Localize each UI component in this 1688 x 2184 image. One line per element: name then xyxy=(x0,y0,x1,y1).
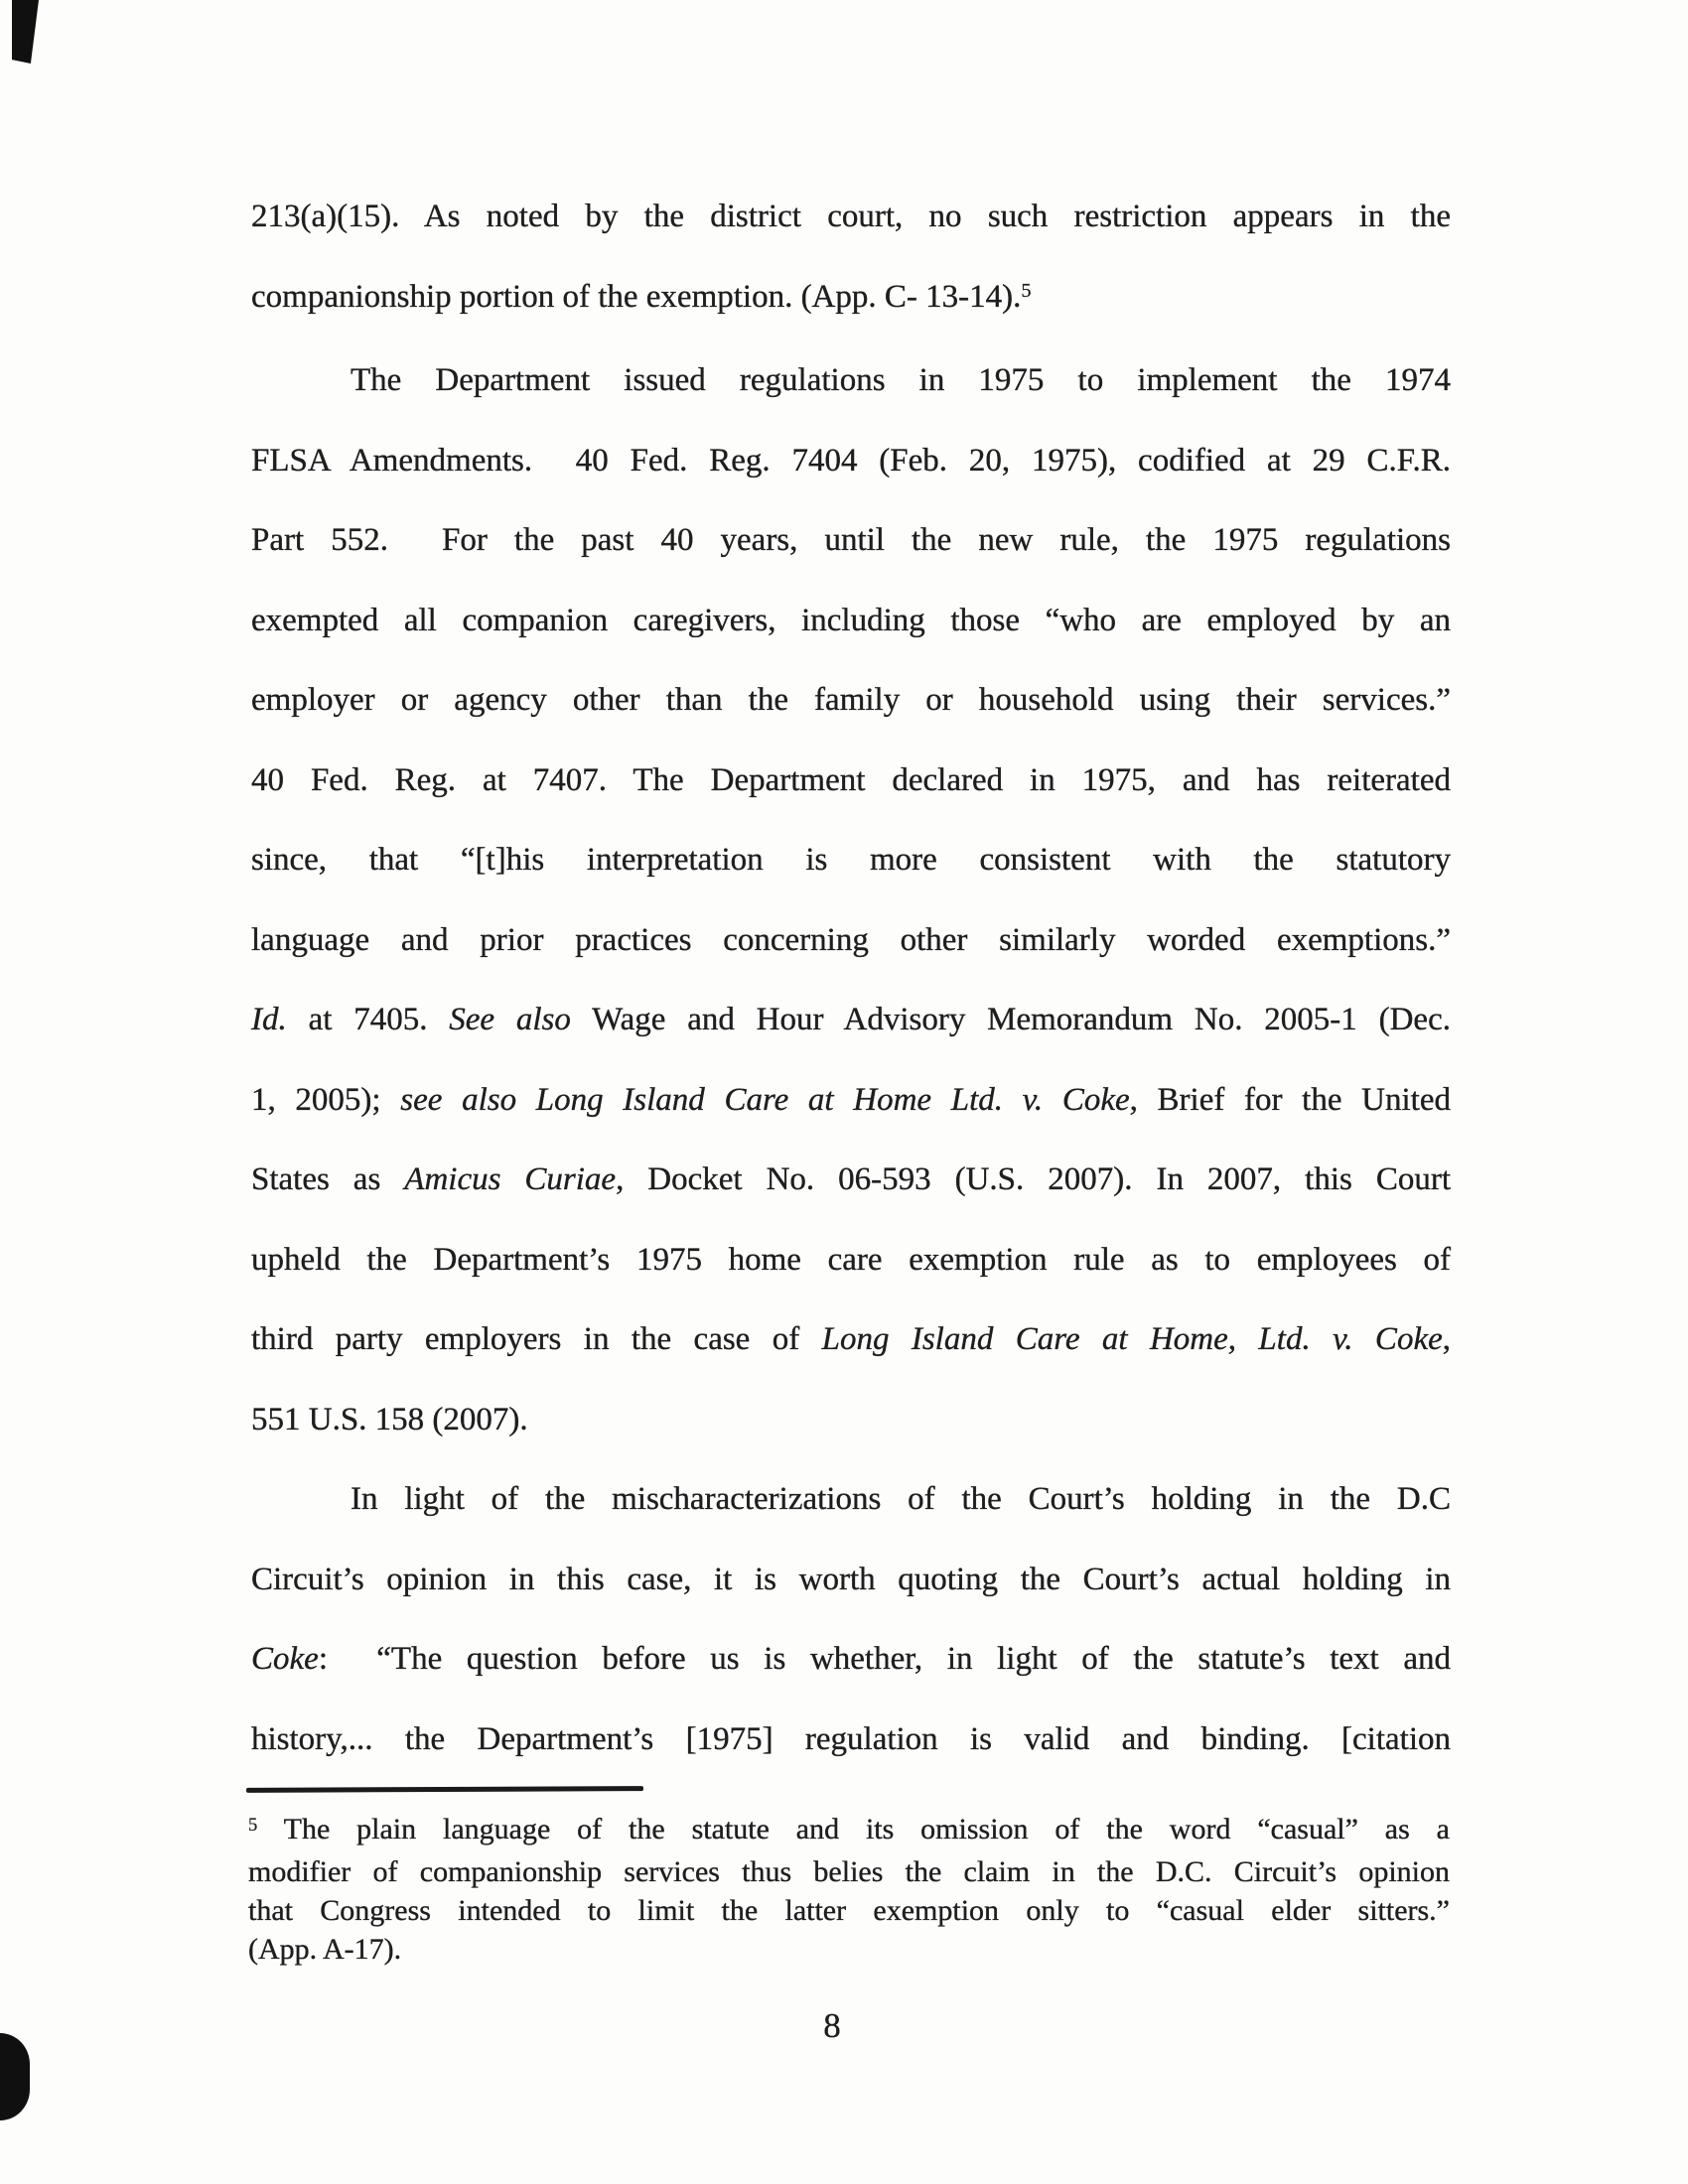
body-line: 551 U.S. 158 (2007). xyxy=(251,1401,528,1437)
scan-mark-bottom-left xyxy=(0,2033,30,2120)
scan-mark-top-left xyxy=(12,0,39,64)
body-line: since, that “[t]his interpretation is more consistent with the statutory xyxy=(251,842,1451,878)
footnote xyxy=(248,1810,1450,1969)
body-line: The Department issued regulations in 1975 to implement the 1974 xyxy=(351,362,1451,398)
body-line: 213(a)(15). As noted by the district court, no such restriction appears in the xyxy=(251,199,1451,234)
footnote-line: modifier of companionship services thus belies the claim in the D.C. Circuit’s opinion xyxy=(248,1855,1450,1888)
body-line: companionship portion of the exemption. (App. C- 13-14).$^5$ xyxy=(251,278,1032,315)
body-line: 1, 2005); see also Long Island Care at Home Ltd. v. Coke, Brief for the United xyxy=(251,1081,1451,1118)
page-number: 8 xyxy=(823,2006,841,2045)
body-line: third party employers in the case of Long Island Care at Home, Ltd. v. Coke, xyxy=(251,1321,1451,1357)
body-text xyxy=(251,177,1451,1779)
footnote-line: $^5$ The plain language of the statute and its omission of the word “casual” as a xyxy=(248,1813,1450,1845)
body-line: employer or agency other than the family or household using their services.” xyxy=(251,682,1451,718)
footnote-line: (App. A-17). xyxy=(248,1933,402,1966)
body-line: upheld the Department’s 1975 home care exemption rule as to employees of xyxy=(251,1241,1451,1278)
body-line: Id. at 7405. See also Wage and Hour Advisory Memorandum No. 2005-1 (Dec. xyxy=(251,1002,1451,1037)
body-line: States as Amicus Curiae, Docket No. 06-593 (U.S. 2007). In 2007, this Court xyxy=(251,1161,1451,1197)
body-line: Part 552. For the past 40 years, until the new rule, the 1975 regulations xyxy=(251,522,1451,558)
body-line: language and prior practices concerning other similarly worded exemptions.” xyxy=(251,921,1451,958)
body-line: FLSA Amendments. 40 Fed. Reg. 7404 (Feb. 20, 1975), codified at 29 C.F.R. xyxy=(251,442,1451,478)
body-line: history,... the Department’s [1975] regulation is valid and binding. [citation xyxy=(251,1720,1451,1757)
body-line: Circuit’s opinion in this case, it is worth quoting the Court’s actual holding in xyxy=(251,1561,1451,1597)
body-line: exempted all companion caregivers, including those “who are employed by an xyxy=(251,602,1451,638)
footnote-separator xyxy=(246,1786,643,1793)
footnote-line: that Congress intended to limit the latter exemption only to “casual elder sitters.” xyxy=(248,1894,1450,1927)
body-line: 40 Fed. Reg. at 7407. The Department declared in 1975, and has reiterated xyxy=(251,761,1451,798)
body-line: In light of the mischaracterizations of the Court’s holding in the D.C xyxy=(351,1481,1451,1517)
body-line: Coke: “The question before us is whether, in light of the statute’s text and xyxy=(251,1641,1451,1677)
